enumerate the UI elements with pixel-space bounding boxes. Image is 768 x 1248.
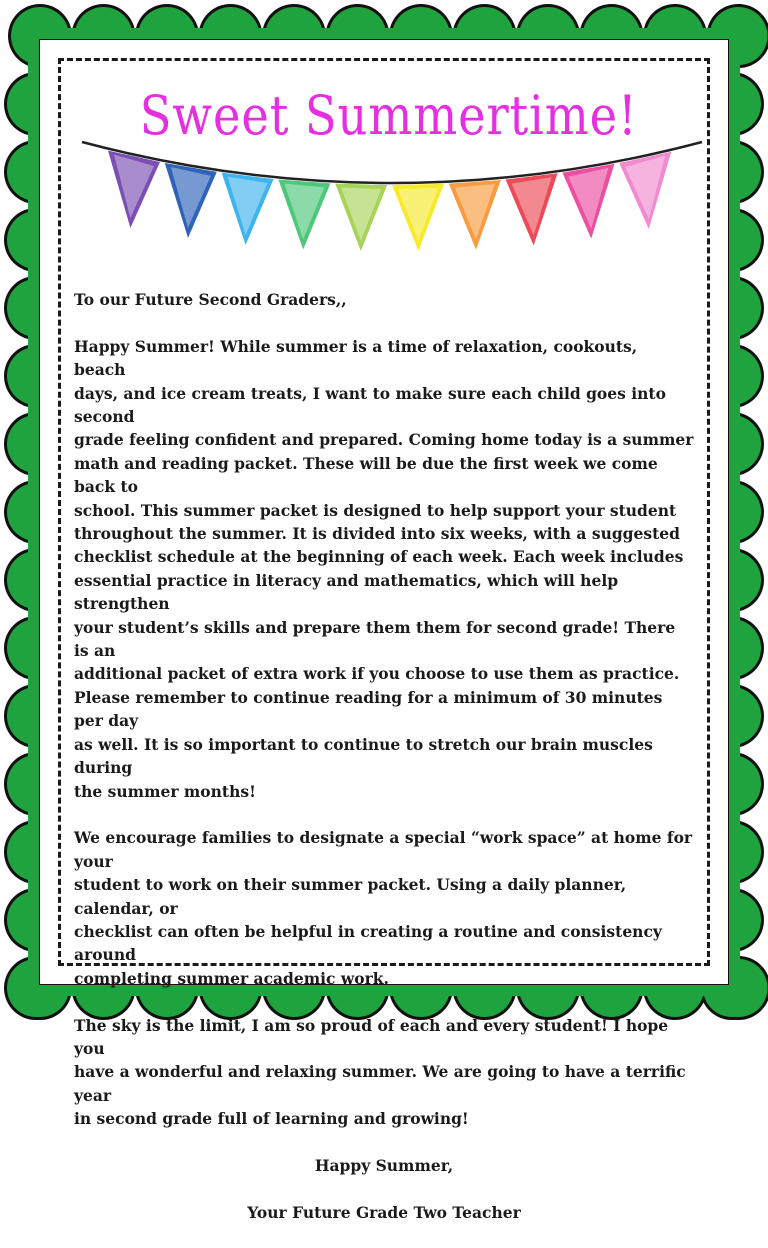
letter-paragraph-1: Happy Summer! While summer is a time of relaxation, cookouts, beach days, and ice cream treats, I want to make sure each child goes into second grade feeling confident and prepared. Coming home today is a summer math and reading packet. These will be due the first week we come back to school. This summer packet is designed to help support your student throughout the summer. It is divided into six weeks, with a suggested checklist schedule at the beginning of each week. Each week includes essential practice in literacy and mathematics, which will help strengthen your student’s skills and prepare them them for second grade! There is an additional packet of extra work if you choose to use them as practice. Please remember to continue reading for a minimum of 30 minutes per day as well. It is so important to continue to stretch our brain muscles during the summer months!	[74, 335, 694, 803]
letter-paragraph-2: We encourage families to designate a special “work space” at home for your student to work on their summer packet. Using a daily planner, calendar, or checklist can often be helpful in creating a routine and consistency around completing summer academic work.	[74, 826, 694, 990]
bunting-banner	[76, 132, 708, 282]
page-title: Sweet Summertime!	[140, 76, 628, 156]
letter-signature: Your Future Grade Two Teacher	[74, 1201, 694, 1224]
letter-greeting: To our Future Second Graders,,	[74, 288, 694, 311]
letter-closing: Happy Summer,	[74, 1154, 694, 1177]
letter-paragraph-3: The sky is the limit, I am so proud of each and every student! I hope you have a wonderful and relaxing summer. We are going to have a terrific year in second grade full of learning and growing!	[74, 1014, 694, 1131]
letter-body	[74, 288, 694, 1248]
